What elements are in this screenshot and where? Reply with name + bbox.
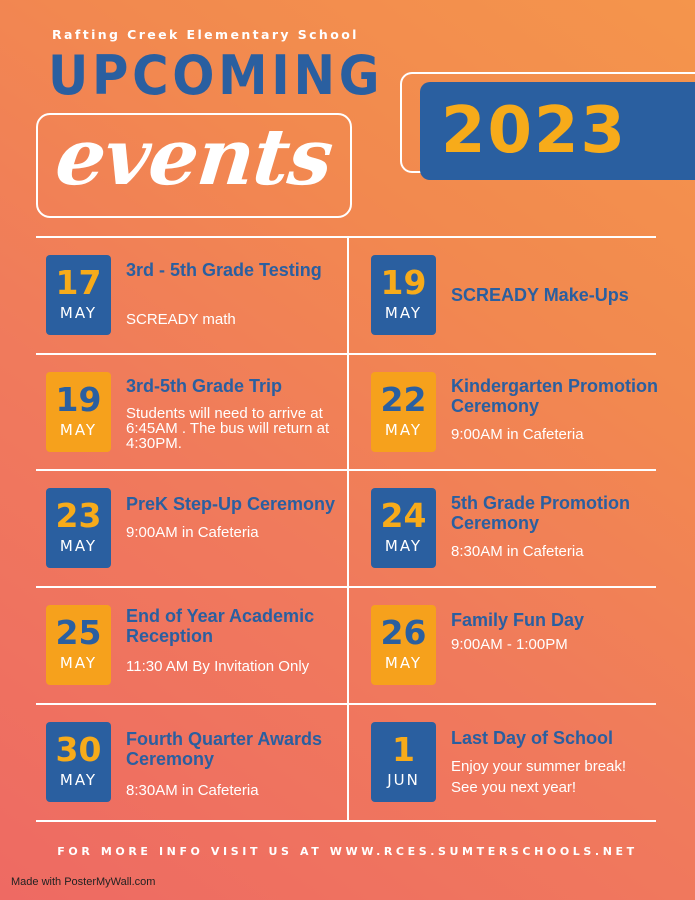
- event-description: SCREADY math: [126, 311, 236, 328]
- events-script-heading: events: [51, 112, 337, 203]
- date-day: 24: [380, 496, 427, 535]
- event-description: 8:30AM in Cafeteria: [451, 543, 584, 560]
- date-month: MAY: [384, 654, 423, 672]
- event-card: [361, 470, 661, 586]
- event-title: 3rd-5th Grade Trip: [126, 376, 283, 396]
- date-day: 1: [392, 730, 415, 769]
- event-title: Last Day of School: [451, 728, 614, 748]
- event-title: SCREADY Make-Ups: [451, 285, 629, 305]
- date-badge: [46, 372, 111, 452]
- date-badge: [371, 372, 436, 452]
- date-day: 22: [380, 380, 427, 419]
- event-description: 9:00AM in Cafeteria: [451, 426, 584, 443]
- date-badge: [46, 722, 111, 802]
- year-text: 2023: [440, 94, 628, 168]
- date-day: 19: [55, 380, 102, 419]
- date-month: MAY: [59, 771, 98, 789]
- event-description: Students will need to arrive at 6:45AM . The bus will return at 4:30PM.: [126, 405, 330, 452]
- event-title: Family Fun Day: [451, 610, 585, 630]
- event-card: [36, 354, 336, 470]
- event-card: [361, 237, 661, 353]
- event-title: 3rd - 5th Grade Testing: [126, 260, 322, 280]
- date-day: 23: [55, 496, 102, 535]
- date-badge: [46, 605, 111, 685]
- event-card: [361, 704, 661, 820]
- date-day: 19: [380, 263, 427, 302]
- event-description: 11:30 AM By Invitation Only: [126, 658, 310, 675]
- date-day: 17: [55, 263, 102, 302]
- date-badge: [371, 255, 436, 335]
- date-month: MAY: [384, 421, 423, 439]
- event-title: Kindergarten Promotion Ceremony: [451, 376, 659, 416]
- date-day: 26: [380, 613, 427, 652]
- date-badge: [46, 488, 111, 568]
- date-month: MAY: [59, 654, 98, 672]
- event-card: [36, 587, 336, 703]
- date-month: MAY: [59, 421, 98, 439]
- upcoming-heading: UPCOMING: [48, 44, 384, 107]
- event-card: [36, 704, 336, 820]
- watermark-credit: Made with PosterMyWall.com: [11, 876, 156, 888]
- event-description: 9:00AM in Cafeteria: [126, 524, 259, 541]
- event-description: 8:30AM in Cafeteria: [126, 782, 259, 799]
- date-month: JUN: [387, 771, 420, 789]
- date-month: MAY: [59, 537, 98, 555]
- event-title: PreK Step-Up Ceremony: [126, 494, 336, 514]
- date-month: MAY: [59, 304, 98, 322]
- event-title: End of Year Academic Reception: [126, 606, 315, 646]
- date-badge: [46, 255, 111, 335]
- footer-website: FOR MORE INFO VISIT US AT WWW.RCES.SUMTERSCHOOLS.NET: [57, 845, 638, 858]
- date-month: MAY: [384, 537, 423, 555]
- event-description: Enjoy your summer break! See you next year!: [451, 758, 627, 796]
- date-badge: [371, 605, 436, 685]
- divider-bottom: [36, 820, 656, 822]
- date-day: 25: [55, 613, 102, 652]
- date-month: MAY: [384, 304, 423, 322]
- event-card: [36, 470, 336, 586]
- date-badge: [371, 488, 436, 568]
- event-card: [36, 237, 336, 353]
- event-title: 5th Grade Promotion Ceremony: [451, 493, 631, 533]
- divider-center: [347, 237, 349, 821]
- date-badge: [371, 722, 436, 802]
- date-day: 30: [55, 730, 102, 769]
- event-description: 9:00AM - 1:00PM: [451, 636, 568, 653]
- school-name: Rafting Creek Elementary School: [52, 27, 359, 42]
- event-title: Fourth Quarter Awards Ceremony: [126, 729, 323, 769]
- event-card: [361, 354, 661, 470]
- event-card: [361, 587, 661, 703]
